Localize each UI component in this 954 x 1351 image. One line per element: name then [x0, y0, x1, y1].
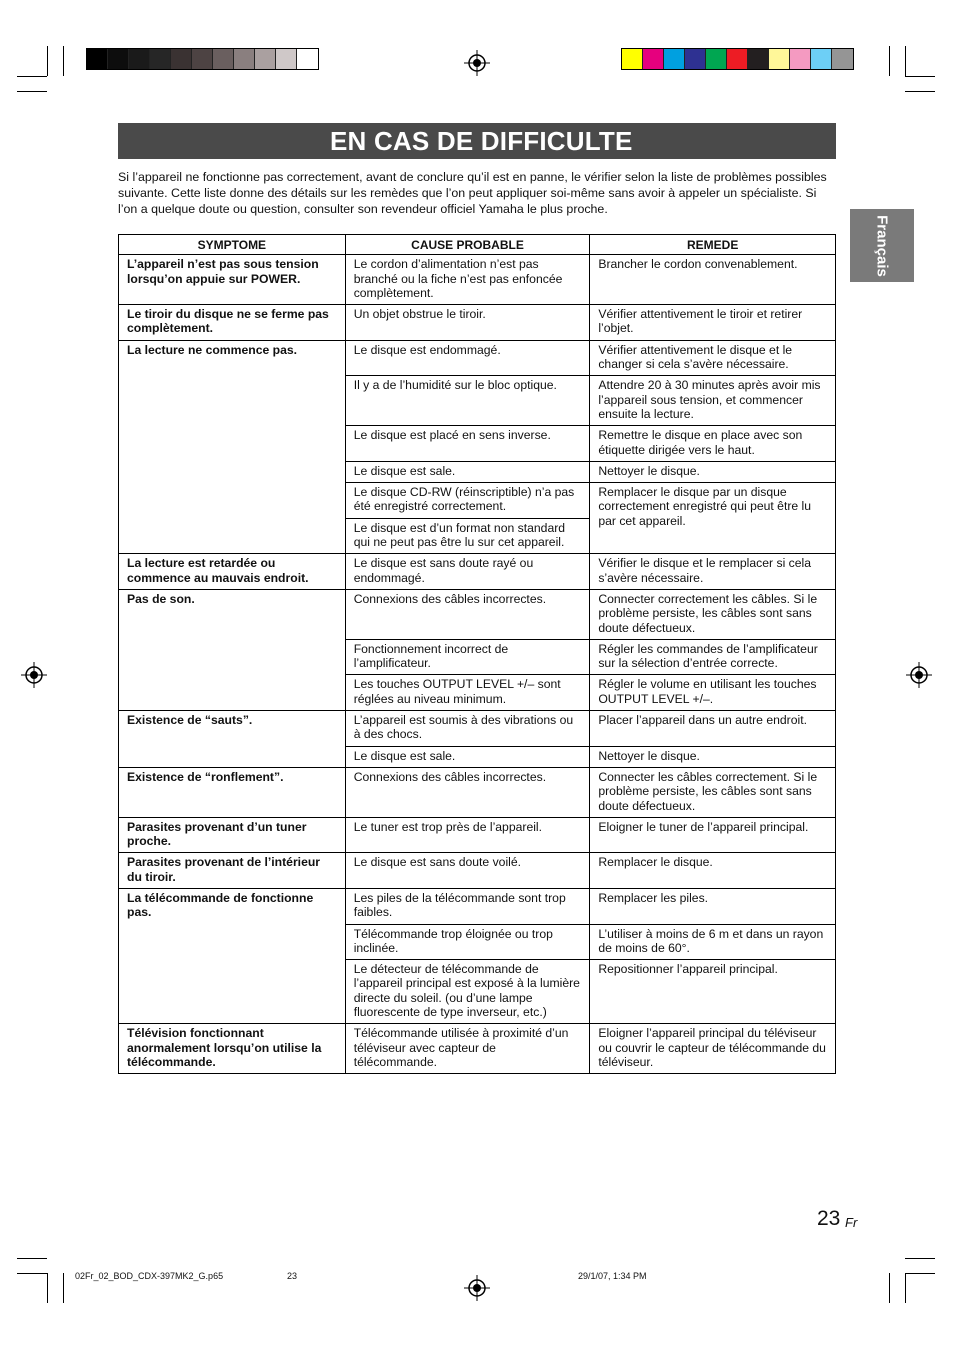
cause-cell: Le tuner est trop près de l’appareil.	[345, 817, 590, 853]
remedy-cell: Connecter correctement les câbles. Si le problème persiste, les câbles sont sans doute défectueux.	[590, 589, 836, 639]
color-swatch	[87, 49, 108, 69]
table-row	[119, 1024, 836, 1074]
remedy-cell: Régler les commandes de l’amplificateur sur la sélection d’entrée correcte.	[590, 639, 836, 675]
color-swatch	[706, 49, 727, 69]
table-row	[119, 255, 836, 305]
remedy-cell: L’utiliser à moins de 6 m et dans un rayon de moins de 60°.	[590, 924, 836, 960]
color-swatch	[769, 49, 790, 69]
symptom-cell: Existence de “sauts”.	[119, 711, 346, 768]
registration-mark-icon	[464, 1275, 490, 1301]
cause-cell: Le disque est sans doute voilé.	[345, 853, 590, 889]
cause-cell: Les piles de la télécommande sont trop faibles.	[345, 888, 590, 924]
remedy-cell: Brancher le cordon convenablement.	[590, 255, 836, 305]
header-remedy: REMEDE	[590, 235, 836, 255]
page-title: EN CAS DE DIFFICULTE	[330, 126, 633, 156]
remedy-cell: Vérifier attentivement le disque et le changer si cela s’avère nécessaire.	[590, 340, 836, 376]
color-bar	[621, 48, 854, 70]
registration-mark-icon	[464, 50, 490, 76]
color-swatch	[790, 49, 811, 69]
cause-cell: Le disque est sale.	[345, 746, 590, 767]
remedy-cell: Nettoyer le disque.	[590, 461, 836, 482]
remedy-cell: Nettoyer le disque.	[590, 746, 836, 767]
color-swatch	[255, 49, 276, 69]
remedy-cell: Placer l’appareil dans un autre endroit.	[590, 711, 836, 747]
cause-cell: Fonctionnement incorrect de l’amplificateur.	[345, 639, 590, 675]
cause-cell: Télécommande utilisée à proximité d’un téléviseur avec capteur de télécommande.	[345, 1024, 590, 1074]
page-language-code: Fr	[845, 1215, 858, 1230]
color-swatch	[297, 49, 318, 69]
footer-timestamp: 29/1/07, 1:34 PM	[578, 1271, 647, 1281]
remedy-cell: Repositionner l’appareil principal.	[590, 960, 836, 1024]
color-swatch	[108, 49, 129, 69]
symptom-cell: L’appareil n’est pas sous tension lorsqu’on appuie sur POWER.	[119, 255, 346, 305]
remedy-cell: Régler le volume en utilisant les touches OUTPUT LEVEL +/–.	[590, 675, 836, 711]
symptom-cell: Le tiroir du disque ne se ferme pas complètement.	[119, 305, 346, 341]
remedy-cell: Remplacer le disque.	[590, 853, 836, 889]
color-swatch	[171, 49, 192, 69]
color-swatch	[832, 49, 853, 69]
table-row	[119, 817, 836, 853]
symptom-cell: Télévision fonctionnant anormalement lorsqu’on utilise la télécommande.	[119, 1024, 346, 1074]
remedy-cell: Connecter les câbles correctement. Si le problème persiste, les câbles sont sans doute défectueux.	[590, 767, 836, 817]
cause-cell: L’appareil est soumis à des vibrations ou à des chocs.	[345, 711, 590, 747]
remedy-cell: Remplacer le disque par un disque correctement enregistré qui peut être lu par cet appareil.	[590, 483, 836, 554]
symptom-cell: Existence de “ronflement”.	[119, 767, 346, 817]
color-swatch	[234, 49, 255, 69]
footer-file-page: 23	[287, 1271, 298, 1281]
color-swatch	[276, 49, 297, 69]
color-swatch	[129, 49, 150, 69]
remedy-cell: Remettre le disque en place avec son étiquette dirigée vers le haut.	[590, 426, 836, 462]
footer-file-name: 02Fr_02_BOD_CDX-397MK2_G.p65	[75, 1271, 224, 1281]
table-row	[119, 305, 836, 341]
language-tab-label: Français	[873, 214, 891, 277]
cause-cell: Le disque est endommagé.	[345, 340, 590, 376]
registration-mark-icon	[906, 662, 932, 688]
cause-cell: Le disque CD-RW (réinscriptible) n’a pas été enregistré correctement.	[345, 483, 590, 519]
symptom-cell: La lecture ne commence pas.	[119, 340, 346, 554]
header-cause: CAUSE PROBABLE	[345, 235, 590, 255]
cause-cell: Il y a de l’humidité sur le bloc optique.	[345, 376, 590, 426]
troubleshooting-table	[118, 234, 836, 1074]
registration-mark-icon	[21, 662, 47, 688]
table-row	[119, 853, 836, 889]
cause-cell: Le disque est sans doute rayé ou endommagé.	[345, 554, 590, 590]
color-swatch	[622, 49, 643, 69]
symptom-cell: Pas de son.	[119, 589, 346, 710]
cause-cell: Télécommande trop éloignée ou trop inclinée.	[345, 924, 590, 960]
cause-cell: Le disque est sale.	[345, 461, 590, 482]
table-row	[119, 711, 836, 747]
cause-cell: Un objet obstrue le tiroir.	[345, 305, 590, 341]
table-row	[119, 554, 836, 590]
language-tab	[850, 209, 914, 282]
color-swatch	[811, 49, 832, 69]
table-header-row	[119, 235, 836, 255]
page-title-band	[118, 123, 836, 159]
cause-cell: Connexions des câbles incorrectes.	[345, 589, 590, 639]
page-number: 23	[817, 1207, 841, 1230]
symptom-cell: La télécommande de fonctionne pas.	[119, 888, 346, 1023]
cause-cell: Le disque est placé en sens inverse.	[345, 426, 590, 462]
cause-cell: Le cordon d’alimentation n’est pas branché ou la fiche n’est pas enfoncée complètement.	[345, 255, 590, 305]
table-row	[119, 340, 836, 376]
symptom-cell: La lecture est retardée ou commence au mauvais endroit.	[119, 554, 346, 590]
color-swatch	[213, 49, 234, 69]
remedy-cell: Eloigner le tuner de l’appareil principal.	[590, 817, 836, 853]
remedy-cell: Attendre 20 à 30 minutes après avoir mis l’appareil sous tension, et commencer ensuite la lecture.	[590, 376, 836, 426]
color-swatch	[727, 49, 748, 69]
color-swatch	[748, 49, 769, 69]
color-swatch	[643, 49, 664, 69]
cause-cell: Connexions des câbles incorrectes.	[345, 767, 590, 817]
intro-paragraph: Si l’appareil ne fonctionne pas correctement, avant de conclure qu’il est en panne, le vérifier selon la liste de problèmes possibles suivante. Cette liste donne des détails sur les remèdes que l’on peut appliquer soi-même sans avoir à appeler un spécialiste. Si l’on a quelque doute ou question, consulter son revendeur officiel Yamaha le plus proche.	[118, 170, 827, 216]
table-row	[119, 767, 836, 817]
remedy-cell: Eloigner l’appareil principal du téléviseur ou couvrir le capteur de télécommande du téléviseur.	[590, 1024, 836, 1074]
symptom-cell: Parasites provenant d’un tuner proche.	[119, 817, 346, 853]
table-row	[119, 589, 836, 639]
remedy-cell: Vérifier attentivement le tiroir et retirer l’objet.	[590, 305, 836, 341]
color-swatch	[685, 49, 706, 69]
symptom-cell: Parasites provenant de l’intérieur du tiroir.	[119, 853, 346, 889]
grayscale-bar	[86, 48, 319, 70]
color-swatch	[150, 49, 171, 69]
remedy-cell: Vérifier le disque et le remplacer si cela s’avère nécessaire.	[590, 554, 836, 590]
cause-cell: Le détecteur de télécommande de l’appareil principal est exposé à la lumière directe du soleil. (ou d’une lampe fluorescente de type inverseur, etc.)	[345, 960, 590, 1024]
cause-cell: Les touches OUTPUT LEVEL +/– sont réglées au niveau minimum.	[345, 675, 590, 711]
color-swatch	[664, 49, 685, 69]
table-row	[119, 888, 836, 924]
cause-cell: Le disque est d’un format non standard qui ne peut pas être lu sur cet appareil.	[345, 518, 590, 554]
header-symptom: SYMPTOME	[119, 235, 346, 255]
color-swatch	[192, 49, 213, 69]
remedy-cell: Remplacer les piles.	[590, 888, 836, 924]
